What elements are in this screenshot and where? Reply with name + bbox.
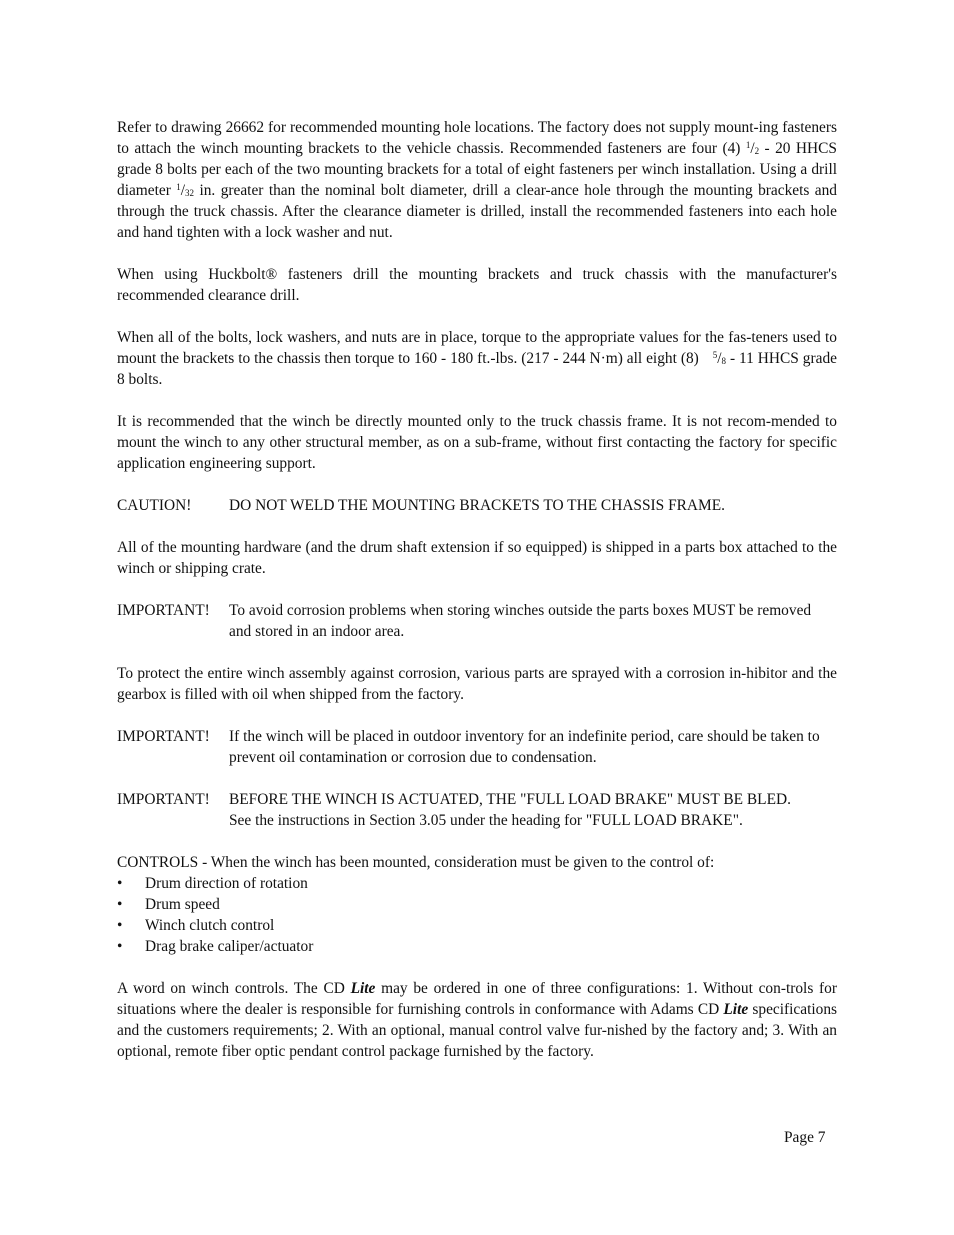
important-label: IMPORTANT! bbox=[117, 602, 210, 619]
page-number: Page 7 bbox=[784, 1129, 826, 1146]
important-text-line: See the instructions in Section 3.05 under the heading for "FULL LOAD BRAKE". bbox=[229, 812, 743, 829]
fraction-thirtysecond: $^1/_{32}$ bbox=[176, 182, 195, 199]
controls-list bbox=[117, 873, 837, 957]
denominator: 32 bbox=[185, 188, 195, 198]
important-label: IMPORTANT! bbox=[117, 728, 210, 745]
controls-intro: CONTROLS - When the winch has been mounted, consideration must be given to the control of: bbox=[117, 854, 715, 871]
paragraph-mounting-hardware: All of the mounting hardware (and the drum shaft extension if so equipped) is shipped in a parts box attached to the winch or shipping crate. bbox=[117, 539, 837, 577]
paragraph-winch-controls bbox=[117, 978, 837, 1062]
lite-emphasis: Lite bbox=[723, 1001, 749, 1018]
text: A word on winch controls. The CD bbox=[117, 980, 351, 997]
numerator: 1 bbox=[176, 182, 181, 192]
paragraph-torque bbox=[117, 327, 837, 390]
text: may be ordered in one of three configurations: 1. Without con-trols for situations where the dealer is responsible for furnishing controls in conformance with Adams CD bbox=[117, 980, 837, 1018]
important-text: If the winch will be placed in outdoor inventory for an indefinite period, care should be taken to prevent oil contamination or corrosion due to condensation. bbox=[229, 728, 820, 766]
important-note-storage bbox=[117, 600, 837, 642]
text: specifications and the customers requirements; 2. With an optional, manual control valve fur-nished by the factory and; 3. With an optional, remote fiber optic pendant control package furnished by the factory. bbox=[117, 1001, 837, 1060]
lite-emphasis: Lite bbox=[350, 980, 376, 997]
list-item: • Winch clutch control bbox=[117, 915, 837, 936]
text: Refer to drawing 26662 for recommended mounting hole locations. The factory does not supply mount-ing fasteners to attach the winch mounting brackets to the vehicle chassis. Recommended fasteners are four (4) bbox=[117, 119, 837, 157]
numerator: 5 bbox=[712, 350, 718, 360]
fraction-half: $^1/_2$ bbox=[745, 140, 760, 157]
text: in. greater than the nominal bolt diameter, drill a clear-ance hole through the mounting brackets and through the truck chassis. After the clearance diameter is drilled, install the recommended fasteners into each hole and hand tighten with a lock washer and nut. bbox=[117, 182, 838, 241]
list-item: • Drag brake caliper/actuator bbox=[117, 936, 837, 957]
important-label: IMPORTANT! bbox=[117, 791, 210, 808]
caution-label: CAUTION! bbox=[117, 497, 192, 514]
important-note-brake bbox=[117, 789, 837, 831]
text: - 20 HHCS grade 8 bolts per each of the two mounting brackets for a total of eight fasteners per winch installation. Using a drill diameter bbox=[117, 140, 837, 199]
fraction-fiveeighths: $^5/_8$ bbox=[712, 350, 727, 367]
important-note-outdoor bbox=[117, 726, 837, 768]
text: When all of the bolts, lock washers, and nuts are in place, torque to the appropriate values for the fas-teners used to mount the brackets to the chassis then torque to 160 - 180 ft.-lbs. (217 - 244 N·m) all eight (8) bbox=[117, 329, 837, 367]
important-text: To avoid corrosion problems when storing winches outside the parts boxes MUST be removed and stored in an indoor area. bbox=[229, 602, 812, 640]
caution-text: DO NOT WELD THE MOUNTING BRACKETS TO THE CHASSIS FRAME. bbox=[229, 497, 725, 514]
numerator: 1 bbox=[745, 140, 751, 150]
document-body bbox=[117, 117, 837, 1083]
important-text-line: BEFORE THE WINCH IS ACTUATED, THE "FULL LOAD BRAKE" MUST BE BLED. bbox=[229, 791, 791, 808]
important-text bbox=[229, 789, 837, 831]
paragraph-mounting-holes bbox=[117, 117, 837, 243]
list-item: • Drum direction of rotation bbox=[117, 873, 837, 894]
paragraph-chassis-frame: It is recommended that the winch be directly mounted only to the truck chassis frame. It is not recom-mended to mount the winch to any other structural member, as on a sub-frame, without first contacting the factory for specific application engineering support. bbox=[117, 413, 837, 472]
denominator: 8 bbox=[721, 356, 727, 366]
list-item: • Drum speed bbox=[117, 894, 837, 915]
denominator: 2 bbox=[754, 146, 760, 156]
text: - 11 HHCS grade 8 bolts. bbox=[117, 350, 837, 388]
caution-note bbox=[117, 495, 837, 516]
paragraph-corrosion: To protect the entire winch assembly against corrosion, various parts are sprayed with a corrosion in-hibitor and the gearbox is filled with oil when shipped from the factory. bbox=[117, 665, 837, 703]
paragraph-huckbolt: When using Huckbolt® fasteners drill the mounting brackets and truck chassis with the manufacturer's recommended clearance drill. bbox=[117, 266, 837, 304]
